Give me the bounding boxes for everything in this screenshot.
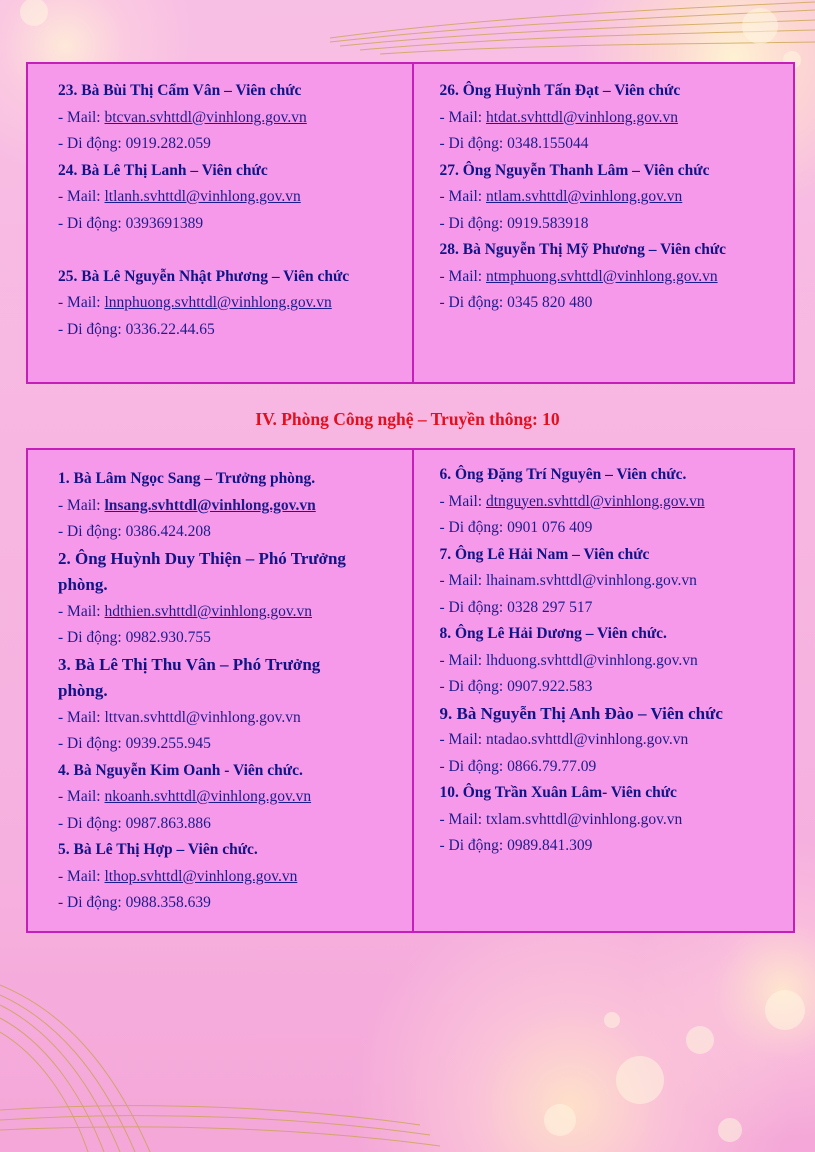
contact-mail-link[interactable]: btcvan.svhttdl@vinhlong.gov.vn <box>104 108 307 126</box>
contact-phone: - Di động: 0336.22.44.65 <box>58 320 215 338</box>
contact-name: 2. Ông Huỳnh Duy Thiện – Phó Trưởng phòng. <box>58 548 346 594</box>
contact-name: 28. Bà Nguyễn Thị Mỹ Phương – Viên chức <box>439 241 727 258</box>
contact-name: 24. Bà Lê Thị Lanh – Viên chức <box>58 161 268 179</box>
contact-name: 4. Bà Nguyễn Kim Oanh - Viên chức. <box>58 761 303 779</box>
contact-mail-link[interactable]: ntlam.svhttdl@vinhlong.gov.vn <box>486 188 683 205</box>
contact-phone: - Di động: 0901 076 409 <box>439 519 593 536</box>
contact-name: 9. Bà Nguyễn Thị Anh Đào – Viên chức <box>439 703 723 723</box>
contact-mail: - Mail: lthop.svhttdl@vinhlong.gov.vn <box>58 867 298 885</box>
contact-mail: - Mail: lhainam.svhttdl@vinhlong.gov.vn <box>439 572 697 589</box>
contact-mail-link[interactable]: txlam.svhttdl@vinhlong.gov.vn <box>486 810 683 828</box>
contact-mail: - Mail: btcvan.svhttdl@vinhlong.gov.vn <box>58 108 307 126</box>
contact-phone: - Di động: 0386.424.208 <box>58 523 211 540</box>
contact-mail: - Mail: dtnguyen.svhttdl@vinhlong.gov.vn <box>439 492 705 510</box>
contact-name: 26. Ông Huỳnh Tấn Đạt – Viên chức <box>439 82 681 99</box>
contact-mail: - Mail: lnsang.svhttdl@vinhlong.gov.vn <box>58 496 316 514</box>
contact-mail-link[interactable]: lttvan.svhttdl@vinhlong.gov.vn <box>104 708 301 726</box>
contact-mail-link[interactable]: ntadao.svhttdl@vinhlong.gov.vn <box>486 731 689 748</box>
contact-mail: - Mail: ntmphuong.svhttdl@vinhlong.gov.vn <box>439 267 718 285</box>
contact-mail-link[interactable]: lnsang.svhttdl@vinhlong.gov.vn <box>104 496 316 514</box>
contact-name: 6. Ông Đặng Trí Nguyên – Viên chức. <box>439 466 687 483</box>
contact-mail: - Mail: ntlam.svhttdl@vinhlong.gov.vn <box>439 188 683 205</box>
contact-mail-link[interactable]: htdat.svhttdl@vinhlong.gov.vn <box>486 108 678 126</box>
contact-mail-link[interactable]: hdthien.svhttdl@vinhlong.gov.vn <box>104 602 312 620</box>
contact-phone: - Di động: 0345 820 480 <box>439 294 593 311</box>
contact-mail-link[interactable]: dtnguyen.svhttdl@vinhlong.gov.vn <box>486 492 705 510</box>
contact-mail-link[interactable]: nkoanh.svhttdl@vinhlong.gov.vn <box>104 788 312 805</box>
spacer <box>58 237 400 264</box>
contact-phone: - Di động: 0328 297 517 <box>439 598 593 616</box>
contacts-box-continued <box>26 62 795 384</box>
contact-phone: - Di động: 0393691389 <box>58 214 204 232</box>
contact-mail-link[interactable]: lthop.svhttdl@vinhlong.gov.vn <box>104 867 298 885</box>
contact-name: 27. Ông Nguyễn Thanh Lâm – Viên chức <box>439 161 710 179</box>
contact-mail: - Mail: lhduong.svhttdl@vinhlong.gov.vn <box>439 651 698 669</box>
contact-phone: - Di động: 0348.155044 <box>439 135 589 152</box>
contact-mail-link[interactable]: lhainam.svhttdl@vinhlong.gov.vn <box>486 572 697 589</box>
contact-mail: - Mail: ltlanh.svhttdl@vinhlong.gov.vn <box>58 188 301 205</box>
contact-name: 10. Ông Trần Xuân Lâm- Viên chức <box>439 784 677 801</box>
contact-phone: - Di động: 0988.358.639 <box>58 894 211 911</box>
contact-mail: - Mail: htdat.svhttdl@vinhlong.gov.vn <box>439 108 678 126</box>
contacts-column-left <box>28 64 412 382</box>
contact-name: 5. Bà Lê Thị Hợp – Viên chức. <box>58 841 258 858</box>
contacts-column-right <box>412 64 794 382</box>
contact-name: 7. Ông Lê Hải Nam – Viên chức <box>439 545 650 563</box>
contacts-column-left <box>28 450 412 931</box>
contact-phone: - Di động: 0907.922.583 <box>439 678 593 695</box>
contact-mail: - Mail: nkoanh.svhttdl@vinhlong.gov.vn <box>58 788 312 805</box>
contacts-column-right <box>412 450 794 931</box>
contact-mail-link[interactable]: lhduong.svhttdl@vinhlong.gov.vn <box>486 651 698 669</box>
contact-mail-link[interactable]: lnnphuong.svhttdl@vinhlong.gov.vn <box>104 294 332 311</box>
contact-mail-link[interactable]: ltlanh.svhttdl@vinhlong.gov.vn <box>104 188 301 205</box>
section-title: IV. Phòng Công nghệ – Truyền thông: 10 <box>255 409 560 429</box>
contact-name: 25. Bà Lê Nguyễn Nhật Phương – Viên chức <box>58 267 350 285</box>
contact-name: 8. Ông Lê Hải Dương – Viên chức. <box>439 625 667 642</box>
contact-mail: - Mail: hdthien.svhttdl@vinhlong.gov.vn <box>58 602 312 620</box>
contact-phone: - Di động: 0919.583918 <box>439 214 589 232</box>
contact-mail-link[interactable]: ntmphuong.svhttdl@vinhlong.gov.vn <box>486 267 718 285</box>
contact-mail: - Mail: txlam.svhttdl@vinhlong.gov.vn <box>439 810 683 828</box>
contact-phone: - Di động: 0939.255.945 <box>58 735 211 752</box>
contact-name: 23. Bà Bùi Thị Cẩm Vân – Viên chức <box>58 82 302 99</box>
contact-phone: - Di động: 0982.930.755 <box>58 629 211 646</box>
contact-phone: - Di động: 0866.79.77.09 <box>439 757 597 775</box>
contacts-box-technology-communication <box>26 448 795 933</box>
contact-phone: - Di động: 0989.841.309 <box>439 837 593 854</box>
contact-mail: - Mail: lnnphuong.svhttdl@vinhlong.gov.vn <box>58 294 332 311</box>
contact-mail: - Mail: lttvan.svhttdl@vinhlong.gov.vn <box>58 708 301 726</box>
contact-name: 3. Bà Lê Thị Thu Vân – Phó Trưởng phòng. <box>58 654 321 700</box>
contact-phone: - Di động: 0919.282.059 <box>58 135 211 152</box>
contact-name: 1. Bà Lâm Ngọc Sang – Trưởng phòng. <box>58 470 316 487</box>
contact-phone: - Di động: 0987.863.886 <box>58 814 211 832</box>
contact-mail: - Mail: ntadao.svhttdl@vinhlong.gov.vn <box>439 731 689 748</box>
